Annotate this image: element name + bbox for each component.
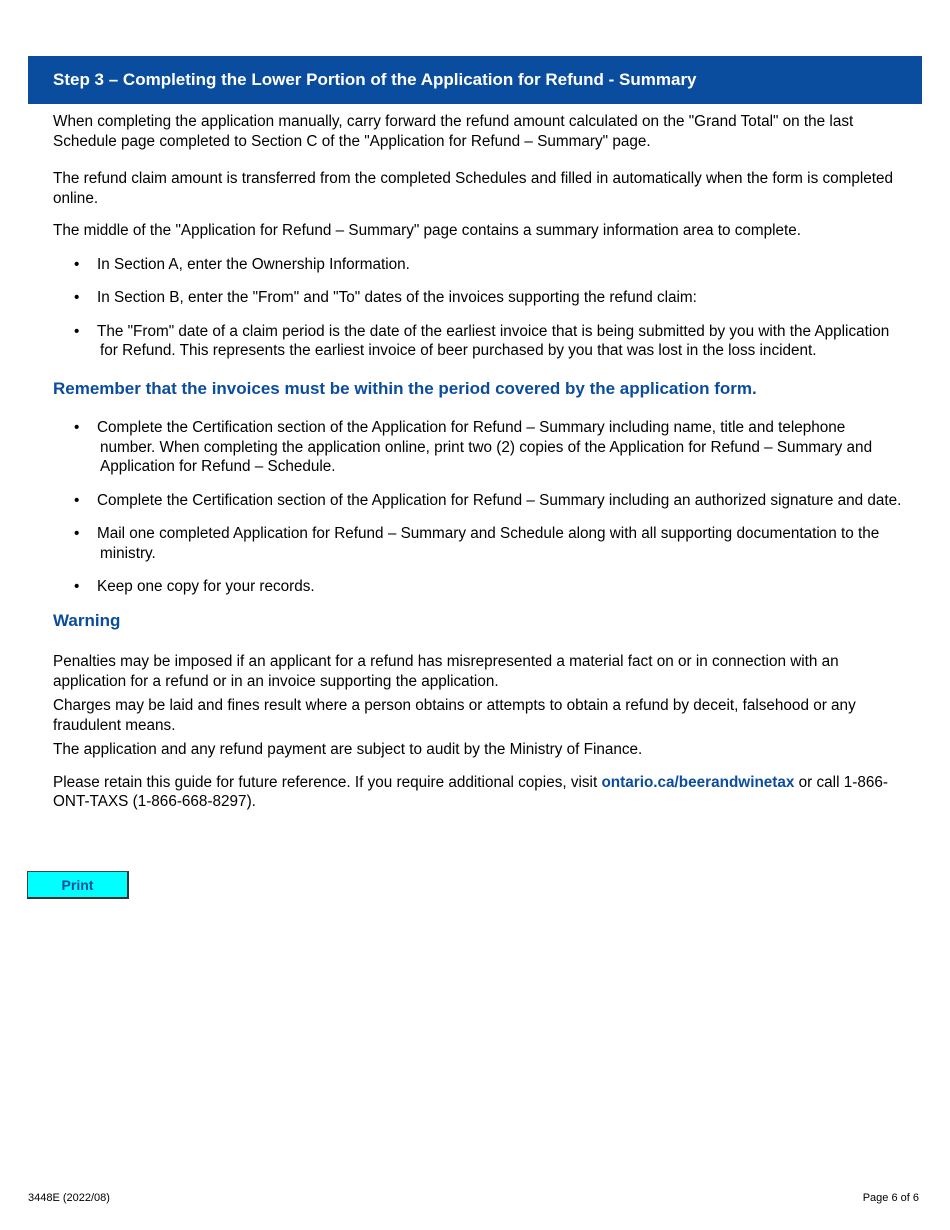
list-item-text: The "From" date of a claim period is the date of the earliest invoice that is being submitted by you with the Application for Refund. This represents the earliest invoice of beer purchased by you that was lost in the loss incident.	[97, 322, 890, 359]
list-item-text: Keep one copy for your records.	[97, 578, 315, 595]
bullet-icon: •	[74, 419, 80, 436]
form-number: 3448E (2022/08)	[28, 1192, 110, 1204]
list-item-text: Complete the Certification section of the Application for Refund – Summary including name, title and telephone number. When completing the application online, print two (2) copies of the Application for Refund – Summary and Application for Refund – Schedule.	[97, 419, 873, 475]
retain-guide-paragraph	[53, 773, 903, 812]
list-item	[53, 288, 903, 308]
bullet-icon: •	[74, 322, 80, 340]
bullet-icon: •	[74, 289, 80, 306]
instructions-list-2	[53, 418, 903, 597]
warning-paragraph-2: Charges may be laid and fines result where a person obtains or attempts to obtain a refund by deceit, falsehood or any fraudulent means.	[53, 697, 856, 734]
warning-heading: Warning	[53, 610, 121, 630]
bullet-icon: •	[74, 491, 80, 509]
retain-text-before: Please retain this guide for future reference. If you require additional copies, visit	[53, 773, 602, 791]
list-item	[53, 491, 903, 511]
intro-paragraph-1: When completing the application manually, carry forward the refund amount calculated on the "Grand Total" on the last Schedule page completed to Section C of the "Application for Refund – Summary" page.	[53, 113, 854, 150]
list-item-text: In Section B, enter the "From" and "To" dates of the invoices supporting the refund claim:	[97, 289, 697, 306]
warning-paragraph-1: Penalties may be imposed if an applicant for a refund has misrepresented a material fact on or in connection with an application for a refund or in an invoice supporting the application.	[53, 653, 839, 690]
list-item-text: Mail one completed Application for Refund – Summary and Schedule along with all supporting documentation to the ministry.	[97, 525, 880, 562]
print-button[interactable]: Print	[27, 871, 129, 899]
beer-wine-tax-link[interactable]: ontario.ca/beerandwinetax	[601, 773, 795, 791]
section-header-bar	[28, 56, 922, 104]
retain-text-after: or call 1-866-ONT-TAXS (1-866-668-8297).	[53, 773, 888, 810]
remember-note: Remember that the invoices must be within the period covered by the application form.	[53, 378, 757, 398]
list-item	[53, 255, 903, 275]
section-title: Step 3 – Completing the Lower Portion of the Application for Refund - Summary	[53, 70, 697, 89]
intro-paragraph-3: The middle of the "Application for Refund – Summary" page contains a summary information area to complete.	[53, 222, 802, 239]
list-item-text: In Section A, enter the Ownership Information.	[97, 255, 410, 273]
bullet-icon: •	[74, 578, 80, 595]
page-number: Page 6 of 6	[862, 1192, 919, 1204]
main-content	[53, 112, 903, 812]
list-item	[53, 524, 903, 563]
list-item	[53, 322, 903, 361]
list-item-text: Complete the Certification section of the Application for Refund – Summary including an authorized signature and date.	[97, 491, 902, 509]
instructions-list-1	[53, 255, 903, 361]
list-item	[53, 418, 903, 477]
bullet-icon: •	[74, 525, 80, 542]
list-item	[53, 577, 903, 597]
bullet-icon: •	[74, 255, 80, 273]
intro-paragraph-2: The refund claim amount is transferred from the completed Schedules and filled in automatically when the form is completed online.	[53, 170, 894, 207]
warning-paragraph-3: The application and any refund payment are subject to audit by the Ministry of Finance.	[53, 741, 643, 758]
